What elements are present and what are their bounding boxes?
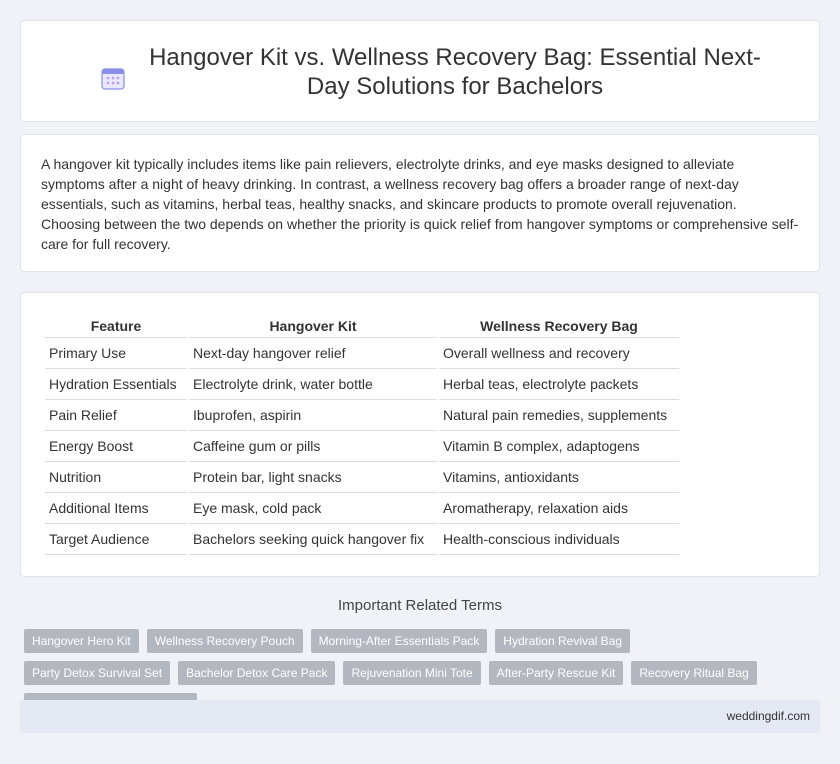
table-cell: Caffeine gum or pills bbox=[189, 431, 437, 462]
table-cell: Vitamin B complex, adaptogens bbox=[439, 431, 679, 462]
page-title: Hangover Kit vs. Wellness Recovery Bag: Essential Next-Day Solutions for Bachelors bbox=[149, 44, 761, 100]
table-row bbox=[45, 431, 679, 462]
related-term-tag[interactable]: Hydration Revival Bag bbox=[495, 629, 630, 653]
comparison-table-card bbox=[20, 292, 820, 577]
table-cell: Overall wellness and recovery bbox=[439, 338, 679, 369]
table-cell: Target Audience bbox=[45, 524, 187, 555]
related-term-tag[interactable]: Hangover Hero Kit bbox=[24, 629, 139, 653]
related-term-tag[interactable]: Morning-After Essentials Pack bbox=[311, 629, 488, 653]
table-cell: Herbal teas, electrolyte packets bbox=[439, 369, 679, 400]
related-term-tag[interactable]: Party Detox Survival Set bbox=[24, 661, 170, 685]
table-row bbox=[45, 400, 679, 431]
table-cell: Hydration Essentials bbox=[45, 369, 187, 400]
table-cell: Natural pain remedies, supplements bbox=[439, 400, 679, 431]
related-term-tag[interactable]: Bachelor Detox Care Pack bbox=[178, 661, 335, 685]
header-hangover-kit: Hangover Kit bbox=[189, 315, 437, 338]
table-row bbox=[45, 524, 679, 555]
description-card bbox=[20, 134, 820, 272]
table-row bbox=[45, 338, 679, 369]
table-row bbox=[45, 369, 679, 400]
description-text: A hangover kit typically includes items like pain relievers, electrolyte drinks, and eye masks designed to alleviate symptoms after a night of heavy drinking. In contrast, a wellness recovery bag offers a broader range of next-day essentials, such as vitamins, herbal teas, healthy snacks, and skincare products to promote overall rejuvenation. Choosing between the two depends on whether the priority is quick relief from hangover symptoms or comprehensive self-care for full recovery. bbox=[41, 156, 799, 252]
table-row bbox=[45, 493, 679, 524]
related-term-tag[interactable]: Wellness Recovery Pouch bbox=[147, 629, 303, 653]
table-cell: Next-day hangover relief bbox=[189, 338, 437, 369]
calendar-icon bbox=[101, 66, 125, 90]
related-terms-title: Important Related Terms bbox=[338, 597, 502, 614]
related-term-tag[interactable]: After-Party Rescue Kit bbox=[489, 661, 624, 685]
table-cell: Pain Relief bbox=[45, 400, 187, 431]
title-card bbox=[20, 20, 820, 122]
table-cell: Health-conscious individuals bbox=[439, 524, 679, 555]
table-header-row bbox=[45, 315, 679, 338]
header-feature: Feature bbox=[45, 315, 187, 338]
related-term-tag[interactable]: Rejuvenation Mini Tote bbox=[343, 661, 480, 685]
table-cell: Bachelors seeking quick hangover fix bbox=[189, 524, 437, 555]
table-cell: Nutrition bbox=[45, 462, 187, 493]
header-wellness-bag: Wellness Recovery Bag bbox=[439, 315, 679, 338]
footer-site: weddingdif.com bbox=[726, 709, 810, 723]
table-cell: Energy Boost bbox=[45, 431, 187, 462]
related-term-tag[interactable]: Recovery Ritual Bag bbox=[631, 661, 756, 685]
table-row bbox=[45, 462, 679, 493]
table-cell: Eye mask, cold pack bbox=[189, 493, 437, 524]
comparison-table bbox=[43, 315, 681, 555]
table-cell: Electrolyte drink, water bottle bbox=[189, 369, 437, 400]
table-cell: Additional Items bbox=[45, 493, 187, 524]
footer bbox=[20, 700, 820, 733]
table-cell: Ibuprofen, aspirin bbox=[189, 400, 437, 431]
table-cell: Protein bar, light snacks bbox=[189, 462, 437, 493]
table-cell: Vitamins, antioxidants bbox=[439, 462, 679, 493]
table-cell: Aromatherapy, relaxation aids bbox=[439, 493, 679, 524]
table-cell: Primary Use bbox=[45, 338, 187, 369]
